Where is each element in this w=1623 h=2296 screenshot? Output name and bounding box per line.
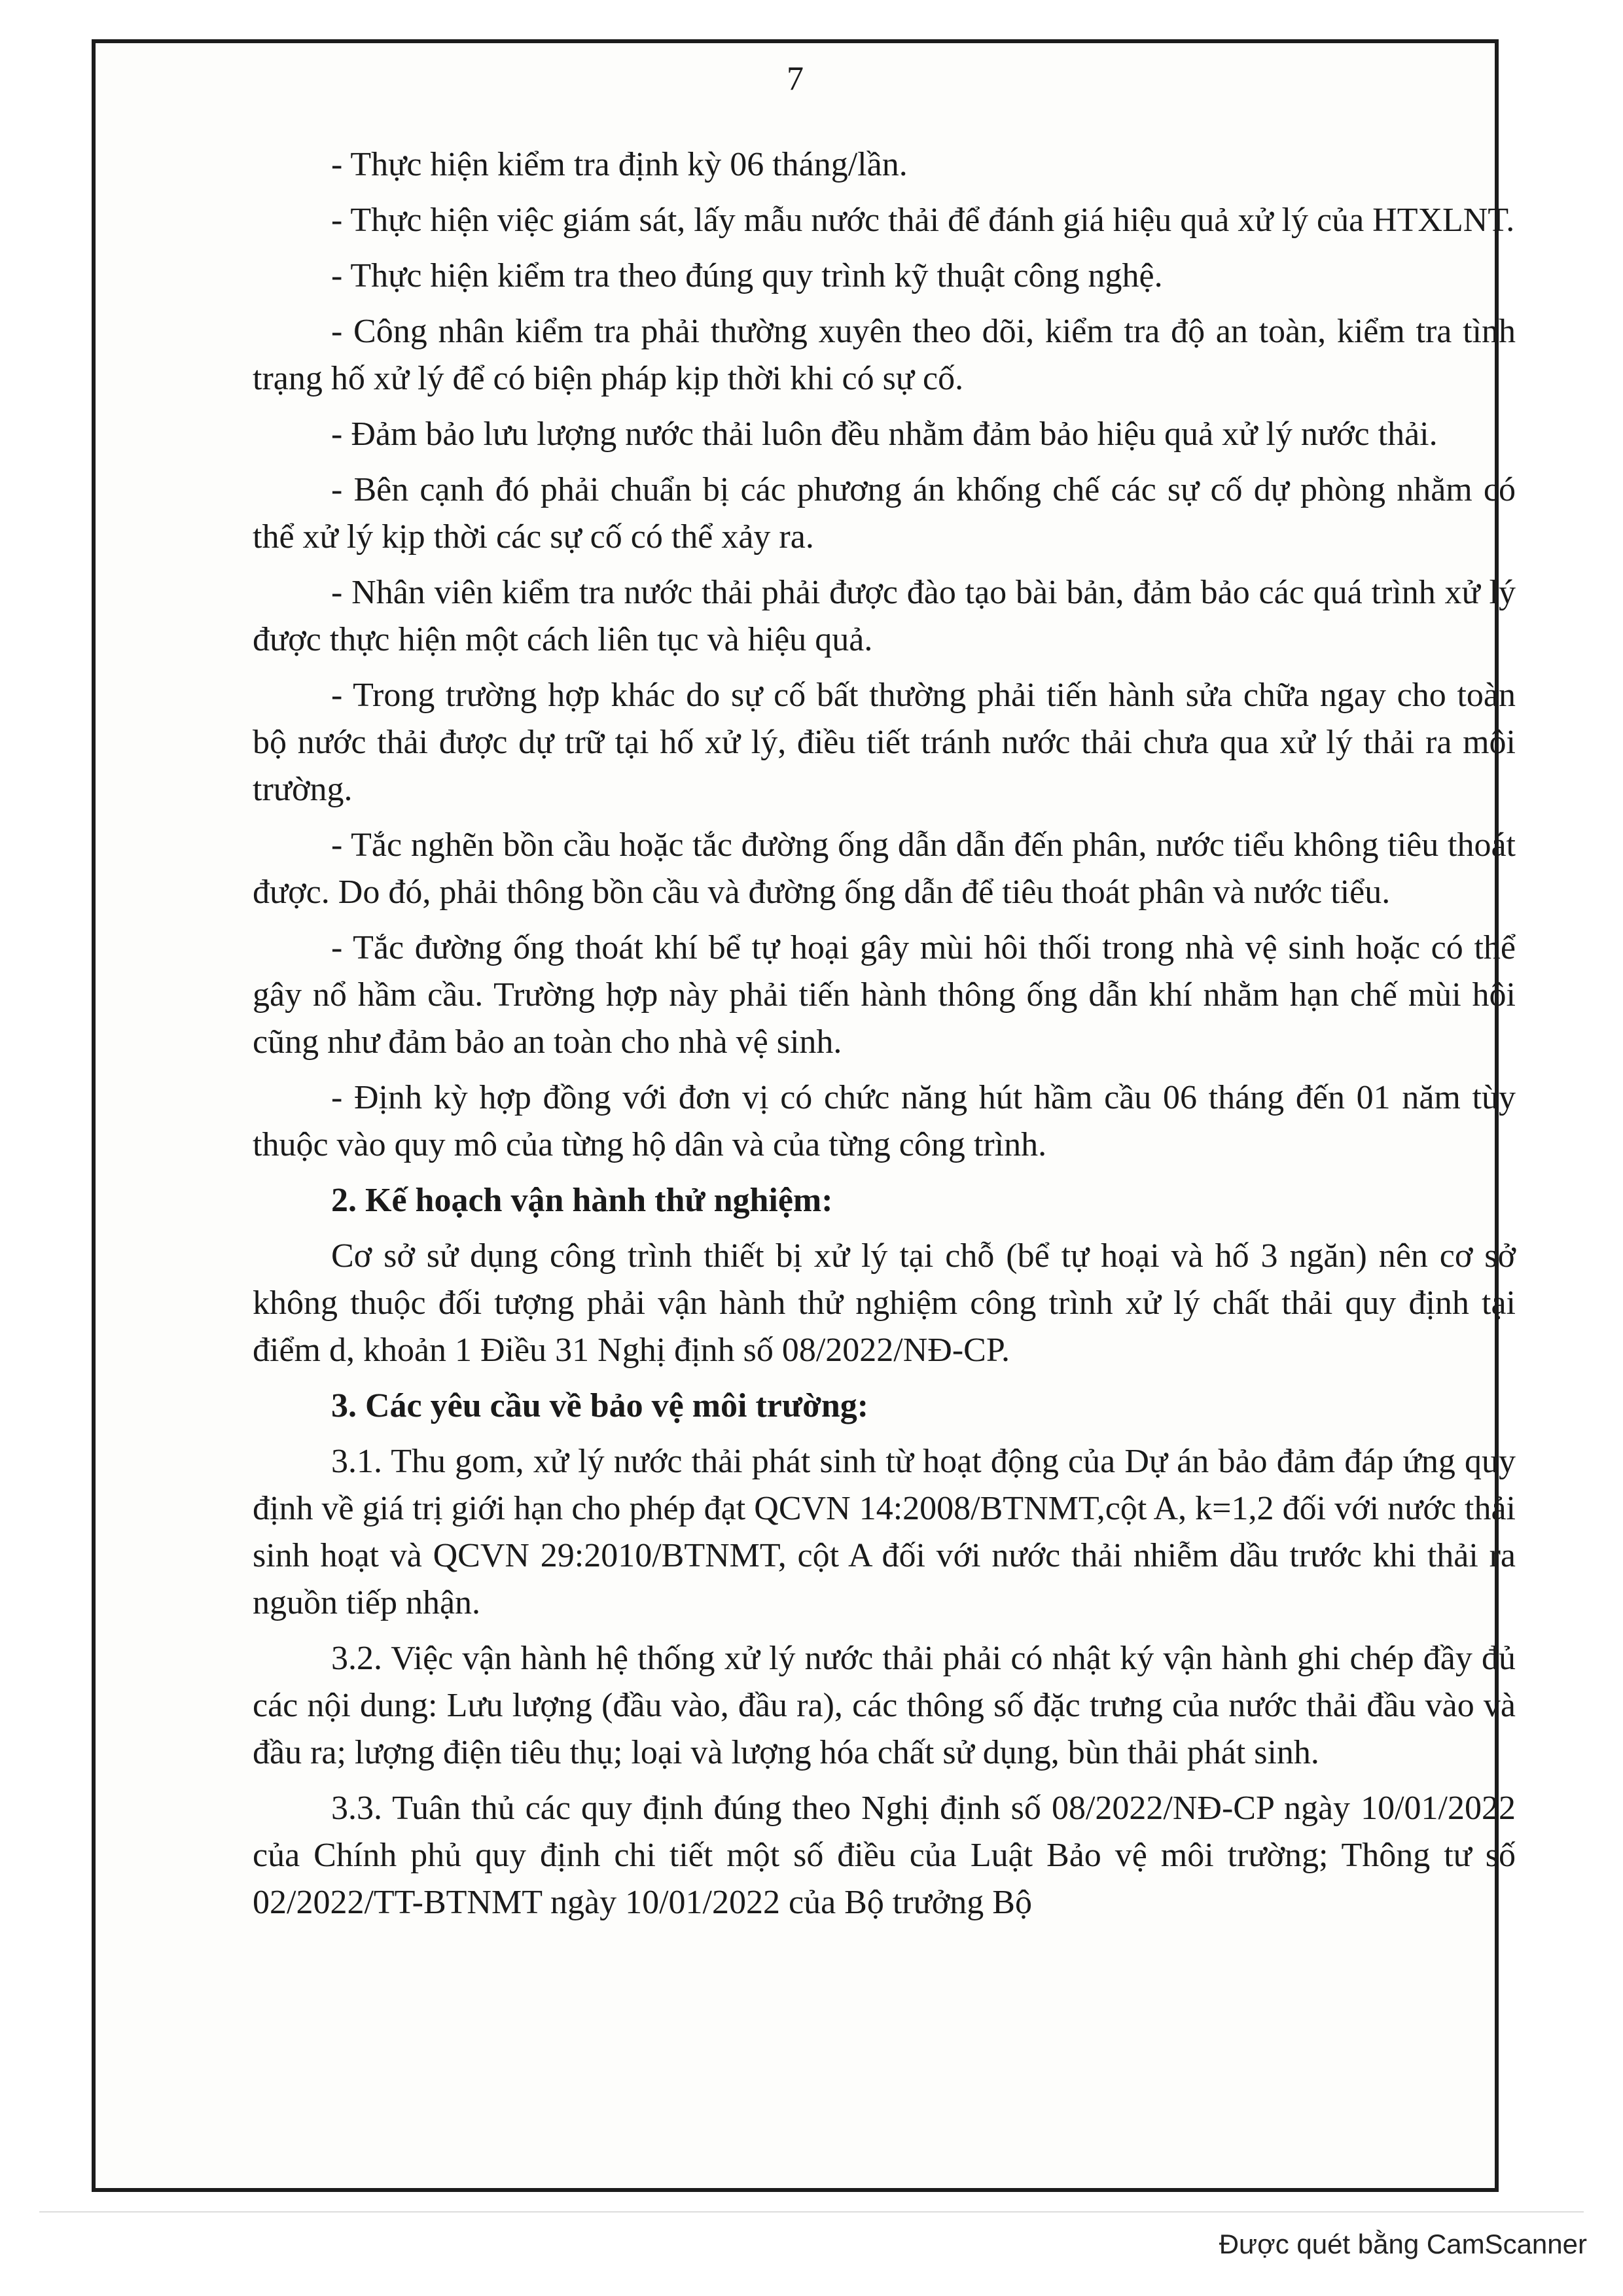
section-3-heading: 3. Các yêu cầu về bảo vệ môi trường: — [331, 1387, 869, 1424]
section-3-2-paragraph: 3.2. Việc vận hành hệ thống xử lý nước thải phải có nhật ký vận hành ghi chép đầy đủ các nội dung: Lưu lượng (đầu vào, đầu ra), các thông số đặc trưng của nước thải đầu vào và đầu ra; lượng điện tiêu thụ; loại và lượng hóa chất sử dụng, bùn thải phát sinh. — [253, 1640, 1516, 1771]
list-item: - Định kỳ hợp đồng với đơn vị có chức năng hút hầm cầu 06 tháng đến 01 năm tùy thuộc vào quy mô của từng hộ dân và của từng công trình. — [253, 1079, 1516, 1163]
camscanner-watermark: Được quét bằng CamScanner — [1219, 2229, 1587, 2259]
section-2-paragraph: Cơ sở sử dụng công trình thiết bị xử lý tại chỗ (bể tự hoại và hố 3 ngăn) nên cơ sở không thuộc đối tượng phải vận hành thử nghiệm công trình xử lý chất thải quy định tại điểm d, khoản 1 Điều 31 Nghị định số 08/2022/NĐ-CP. — [253, 1237, 1516, 1369]
list-item: - Nhân viên kiểm tra nước thải phải được đào tạo bài bản, đảm bảo các quá trình xử lý được thực hiện một cách liên tục và hiệu quả. — [253, 574, 1516, 658]
list-item: - Đảm bảo lưu lượng nước thải luôn đều nhằm đảm bảo hiệu quả xử lý nước thải. — [331, 415, 1438, 453]
page-frame — [92, 39, 1516, 2192]
list-item: - Thực hiện kiểm tra theo đúng quy trình kỹ thuật công nghệ. — [331, 257, 1163, 294]
page-number: 7 — [787, 60, 804, 97]
list-item: - Công nhân kiểm tra phải thường xuyên theo dõi, kiểm tra độ an toàn, kiểm tra tình trạng hố xử lý để có biện pháp kịp thời khi có sự cố. — [253, 313, 1516, 397]
list-item: - Bên cạnh đó phải chuẩn bị các phương án khống chế các sự cố dự phòng nhằm có thể xử lý kịp thời các sự cố có thể xảy ra. — [253, 471, 1516, 556]
list-item: - Thực hiện việc giám sát, lấy mẫu nước thải để đánh giá hiệu quả xử lý của HTXLNT. — [331, 202, 1515, 239]
list-item: - Thực hiện kiểm tra định kỳ 06 tháng/lần. — [331, 146, 908, 183]
list-item: - Tắc đường ống thoát khí bể tự hoại gây mùi hôi thối trong nhà vệ sinh hoặc có thể gây nổ hầm cầu. Trường hợp này phải tiến hành thông ống dẫn khí nhằm hạn chế mùi hôi cũng như đảm bảo an toàn cho nhà vệ sinh. — [253, 929, 1516, 1061]
section-2-heading: 2. Kế hoạch vận hành thử nghiệm: — [331, 1182, 833, 1219]
list-item: - Trong trường hợp khác do sự cố bất thường phải tiến hành sửa chữa ngay cho toàn bộ nước thải được dự trữ tại hố xử lý, điều tiết tránh nước thải chưa qua xử lý thải ra môi trường. — [253, 677, 1516, 808]
document-body — [253, 141, 1516, 1935]
list-item: - Tắc nghẽn bồn cầu hoặc tắc đường ống dẫn dẫn đến phân, nước tiểu không tiêu thoát được. Do đó, phải thông bồn cầu và đường ống dẫn để tiêu thoát phân và nước tiểu. — [253, 826, 1516, 911]
section-3-1-paragraph: 3.1. Thu gom, xử lý nước thải phát sinh từ hoạt động của Dự án bảo đảm đáp ứng quy định về giá trị giới hạn cho phép đạt QCVN 14:2008/BTNMT,cột A, k=1,2 đối với nước thải sinh hoạt và QCVN 29:2010/BTNMT, cột A đối với nước thải nhiễm dầu trước khi thải ra nguồn tiếp nhận. — [253, 1443, 1516, 1621]
section-3-3-paragraph: 3.3. Tuân thủ các quy định đúng theo Nghị định số 08/2022/NĐ-CP ngày 10/01/2022 của Chính phủ quy định chi tiết một số điều của Luật Bảo vệ môi trường; Thông tư số 02/2022/TT-BTNMT ngày 10/01/2022 của Bộ trưởng Bộ — [253, 1790, 1516, 1921]
